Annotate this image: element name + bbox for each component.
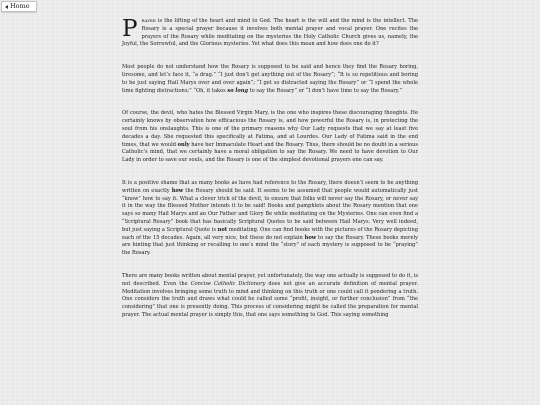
home-button-label: Home — [10, 2, 30, 11]
books-text-b: the Rosary should be said. It seems to be assumed that people would automatically just “know” how to say it. What a clever trick of the devil, to ensure that folks will never say the Rosary, or never say it in the way the Blessed Mother intends it to be said! Books and pamphlets about the Rosary mention that one says so many Hail Marys and an Our Father and Glory Be while meditating on the Mysteries. One can even find a “Scriptural Rosary” book that has basically Scriptural Quotes to be said between Hail Marys. Very well indeed, but just saying a Scriptural Quote is — [122, 187, 418, 233]
devil-text-a: Of course, the devil, who hates the Blessed Virgin Mary, is the one who inspires these discouraging thoughts. He certainly knows by observation how efficacious the Rosary is, and how powerful the Rosary is, in protecting the soul from his onslaughts. This is one of the primary reasons why Our Lady requests that we say at least five decades a day. She requested this specifically at Fatima, and at Lourdes. Our Lady of Fatima said in the end times, that we would — [122, 110, 418, 148]
paragraph-devil — [122, 110, 418, 165]
article-body — [122, 18, 418, 335]
books-text-c: meditating. One can find books with the pictures of the Rosary depicting each of the 15 decades. Again, all very nice, but these do not explain — [122, 226, 418, 241]
drop-cap: P — [122, 16, 138, 42]
paragraph-books — [122, 180, 418, 258]
paragraph-intro — [122, 18, 418, 49]
emphasis-so-long: so long — [227, 87, 249, 94]
emphasis-how-2: how — [304, 234, 317, 241]
mental-prayer-text-a: There are many books written about mental prayer, yet unfortunately, the way one actually is supposed to do it, is not described. Even the — [122, 272, 418, 287]
books-text-d: to say the Rosary. These books merely are hinting that just thinking or recalling to one’s mind the “story” of each mystery is supposed to be “praying” the Rosary. — [122, 234, 418, 257]
devil-text-b: have her Immaculate Heart and the Rosary. Thus, there should be no doubt in a serious Catholic’s mind, that we certainly have a moral obligation to say the Rosary. We need to have devotion to Our Lady in order to save our souls, and the Rosary is one of the simplest devotional prayers one can say. — [122, 141, 418, 164]
dictionary-title: Concise Catholic Dictionary — [190, 280, 266, 287]
complaints-text-a: Most people do not understand how the Rosary is supposed to be said and hence they find the Rosary boring, tiresome, and let’s face it, “a drag.” “I just don’t get anything out of the Rosary”; “It is so repetitious and boring to be just saying Hail Marys over and over again”; “I get so distracted saying the Rosary” or “I spend the whole time fighting distractions;” “Oh, it takes — [122, 64, 418, 94]
emphasis-how-1: how — [171, 187, 184, 194]
home-button[interactable] — [1, 1, 37, 12]
mental-prayer-text-b: does not give an accurate definition of mental prayer. Meditation involves bringing some truth to mind and thinking on this truth or one could call it pondering a truth. One considers the truth and draws what could be called some “profit, insight, or further conclusion” from “the considering” that one is presently doing. This process of considering might be called the preparation for mental prayer. The actual mental prayer is simply this, that one says something to God. This saying something — [122, 280, 418, 318]
back-arrow-icon — [5, 5, 8, 9]
emphasis-only: only — [177, 141, 190, 148]
intro-text: is the lifting of the heart and mind to God. The heart is the will and the mind is the intellect. The Rosary is a special prayer because it involves both mental prayer and vocal prayer. One recites the prayers of the Rosary while meditating on the mysteries the Holy Catholic Church gives us, namely, the Joyful, the Sorrowful, and the Glorious mysteries. Yet what does this mean and how does one do it? — [122, 18, 418, 48]
books-text-a: It is a positive shame that as many books as have had reference to the Rosary, there doesn’t seem to be anything written on exactly — [122, 179, 418, 194]
paragraph-complaints — [122, 64, 418, 95]
emphasis-not: not — [217, 226, 228, 233]
intro-lead-word: rayer — [141, 18, 156, 24]
paragraph-mental-prayer — [122, 273, 418, 320]
complaints-text-b: to say the Rosary” or “I don’t have time to say the Rosary.” — [248, 87, 403, 94]
